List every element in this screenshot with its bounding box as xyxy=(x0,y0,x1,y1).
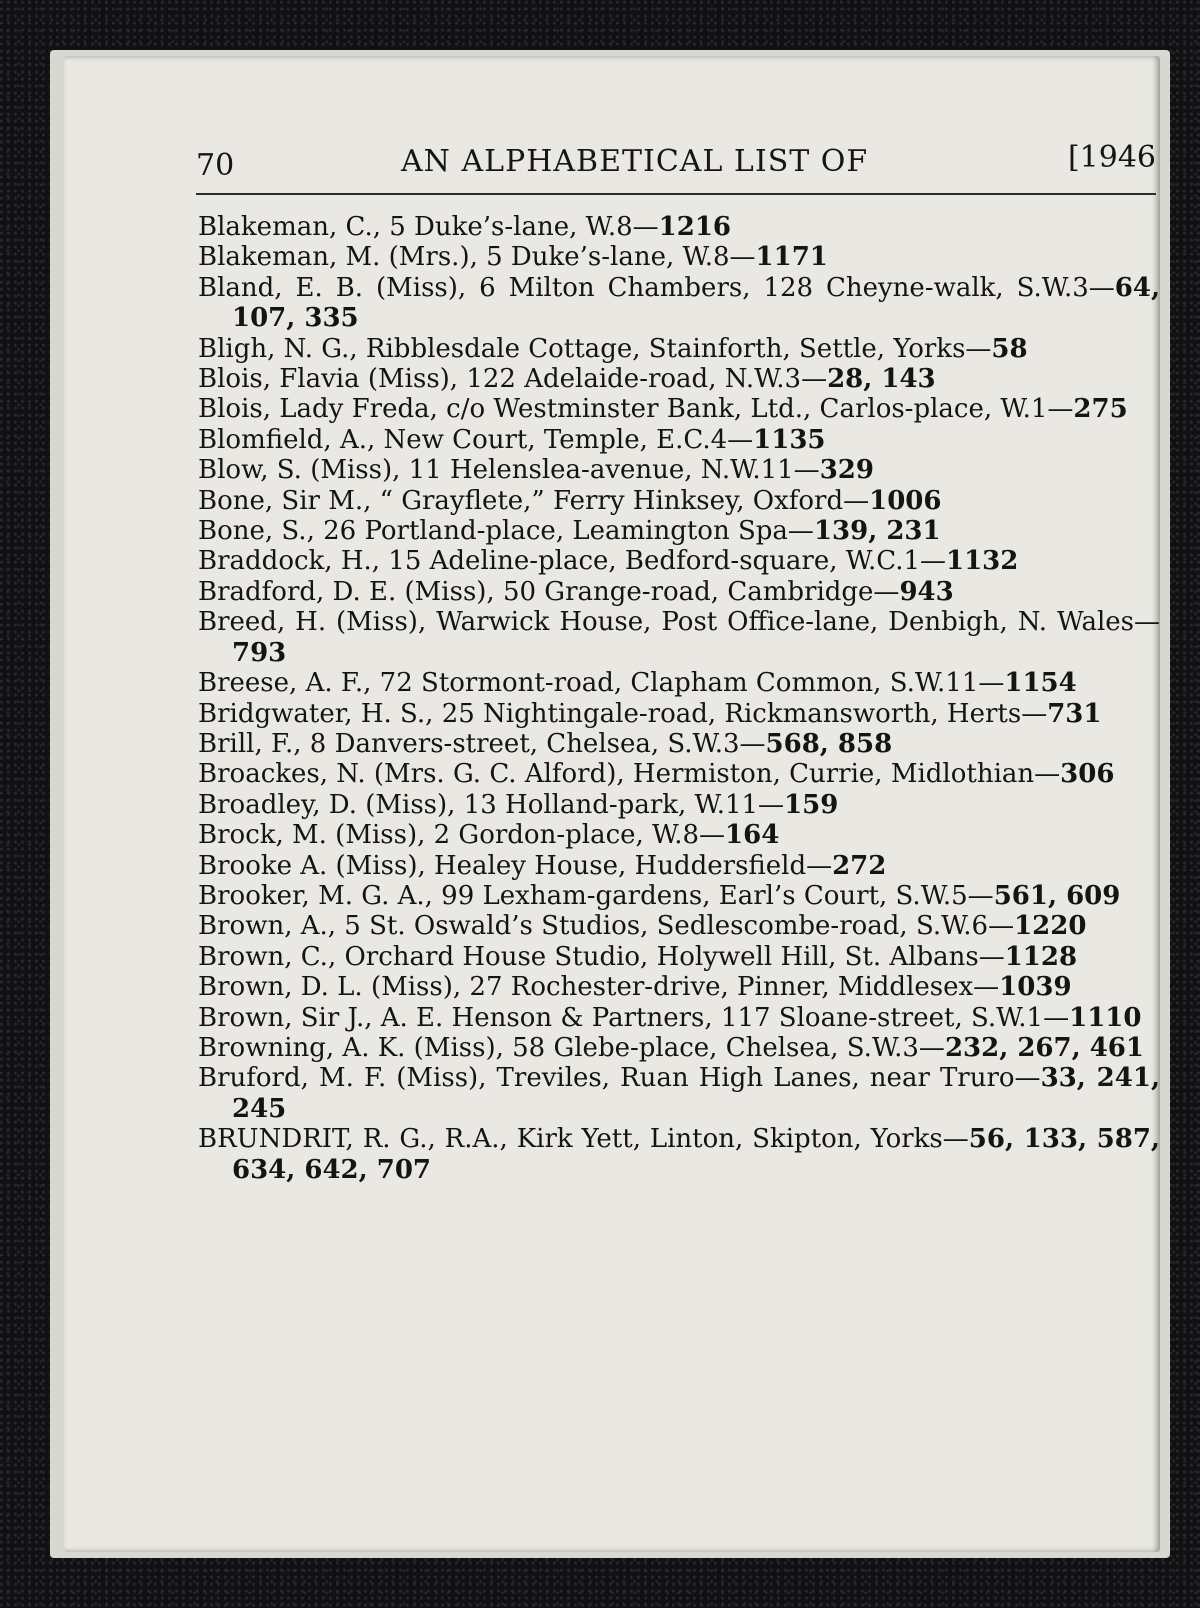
list-entry xyxy=(198,577,1160,607)
entry-refs: 793 xyxy=(232,637,287,668)
entry-text: Brown, C., Orchard House Studio, Holywell Hill, St. Albans— xyxy=(198,941,1005,972)
entry-refs: 1220 xyxy=(1014,911,1087,942)
list-entry xyxy=(198,1124,1160,1185)
entry-text: Brown, A., 5 St. Oswald’s Studios, Sedlescombe-road, S.W.6— xyxy=(198,911,1015,942)
list-entry xyxy=(198,516,1160,546)
list-entry xyxy=(198,364,1160,394)
entry-refs: 1216 xyxy=(658,212,732,242)
entry-text: Blois, Lady Freda, c/o Westminster Bank, Ltd., Carlos-place, W.1— xyxy=(198,394,1074,425)
list-entry xyxy=(198,972,1160,1002)
list-entry xyxy=(198,1003,1160,1033)
entry-text: Blakeman, C., 5 Duke’s-lane, W.8— xyxy=(198,212,659,242)
entry-text: Bradford, D. E. (Miss), 50 Grange-road, Cambridge— xyxy=(198,576,900,607)
entry-refs: 64, 107, 335 xyxy=(232,272,1160,334)
entry-refs: 1110 xyxy=(1069,1002,1142,1033)
entry-refs: 159 xyxy=(784,789,839,820)
list-entry xyxy=(198,759,1160,789)
entry-text: Brown, Sir J., A. E. Henson & Partners, 117 Sloane-street, S.W.1— xyxy=(198,1002,1070,1033)
list-entry xyxy=(198,394,1160,424)
entry-refs: 568, 858 xyxy=(765,728,893,759)
entry-text: Bone, Sir M., “ Grayflete,” Ferry Hinksey, Oxford— xyxy=(198,485,870,516)
list-entry xyxy=(198,607,1160,668)
entry-refs: 58 xyxy=(991,333,1028,364)
list-entry xyxy=(198,820,1160,850)
entry-text: Blow, S. (Miss), 11 Helenslea-avenue, N.W.11— xyxy=(198,455,820,486)
entry-refs: 731 xyxy=(1047,698,1102,729)
page-header xyxy=(196,140,1156,190)
entry-refs: 1128 xyxy=(1004,941,1078,972)
list-entry xyxy=(198,242,1160,272)
list-entry xyxy=(198,334,1160,364)
entry-refs: 139, 231 xyxy=(813,516,941,547)
list-entry xyxy=(198,455,1160,485)
entry-refs: 329 xyxy=(819,455,874,486)
entry-refs: 1132 xyxy=(946,546,1019,577)
list-entry xyxy=(198,1063,1160,1124)
entry-text: Blomfield, A., New Court, Temple, E.C.4— xyxy=(198,424,754,455)
entry-text: Bland, E. B. (Miss), 6 Milton Chambers, 128 Cheyne-walk, S.W.3— xyxy=(198,272,1115,303)
list-entry xyxy=(198,212,1160,242)
entry-text: Brock, M. (Miss), 2 Gordon-place, W.8— xyxy=(198,820,726,851)
entry-text: Brown, D. L. (Miss), 27 Rochester-drive, Pinner, Middlesex— xyxy=(198,972,1000,1003)
running-title: AN ALPHABETICAL LIST OF xyxy=(401,144,869,179)
list-entry xyxy=(198,546,1160,576)
entry-text: Breed, H. (Miss), Warwick House, Post Office-lane, Denbigh, N. Wales— xyxy=(198,607,1160,638)
entry-refs: 561, 609 xyxy=(993,880,1121,911)
entry-refs: 943 xyxy=(899,576,954,607)
year-label: [1946 xyxy=(1067,140,1156,175)
list-entry xyxy=(198,1033,1160,1063)
entry-text: Brooker, M. G. A., 99 Lexham-gardens, Earl’s Court, S.W.5— xyxy=(198,880,994,911)
entry-refs: 56, 133, 587, 634, 642, 707 xyxy=(232,1124,1160,1185)
entry-text: Bruford, M. F. (Miss), Treviles, Ruan High Lanes, near Truro— xyxy=(198,1063,1041,1094)
list-entry xyxy=(198,668,1160,698)
list-entry xyxy=(198,729,1160,759)
entry-text: Broadley, D. (Miss), 13 Holland-park, W.11— xyxy=(198,789,785,820)
entry-refs: 1006 xyxy=(869,485,942,516)
entry-text: Brill, F., 8 Danvers-street, Chelsea, S.W.3— xyxy=(198,728,766,759)
list-entry xyxy=(198,486,1160,516)
entry-text: Blakeman, M. (Mrs.), 5 Duke’s-lane, W.8— xyxy=(198,242,756,273)
entry-refs: 275 xyxy=(1073,394,1128,425)
entry-text: Braddock, H., 15 Adeline-place, Bedford-square, W.C.1— xyxy=(198,546,946,577)
list-entry xyxy=(198,273,1160,334)
entry-refs: 1171 xyxy=(755,242,828,273)
header-rule xyxy=(196,193,1156,195)
entry-refs: 1135 xyxy=(753,424,826,455)
entry-text: Blois, Flavia (Miss), 122 Adelaide-road, N.W.3— xyxy=(198,364,828,395)
entry-refs: 1039 xyxy=(999,972,1072,1003)
entry-list xyxy=(198,212,1160,1185)
entry-refs: 1154 xyxy=(1004,668,1077,699)
entry-text: BRUNDRIT, R. G., R.A., Kirk Yett, Linton, Skipton, Yorks— xyxy=(198,1124,969,1155)
entry-refs: 232, 267, 461 xyxy=(944,1032,1144,1063)
entry-refs: 272 xyxy=(832,850,887,881)
list-entry xyxy=(198,881,1160,911)
list-entry xyxy=(198,851,1160,881)
entry-text: Bligh, N. G., Ribblesdale Cottage, Stainforth, Settle, Yorks— xyxy=(198,333,992,364)
entry-text: Browning, A. K. (Miss), 58 Glebe-place, Chelsea, S.W.3— xyxy=(198,1032,945,1063)
list-entry xyxy=(198,911,1160,941)
list-entry xyxy=(198,425,1160,455)
list-entry xyxy=(198,942,1160,972)
entry-refs: 306 xyxy=(1060,759,1115,790)
entry-refs: 33, 241, 245 xyxy=(232,1063,1160,1124)
entry-text: Broackes, N. (Mrs. G. C. Alford), Hermiston, Currie, Midlothian— xyxy=(198,759,1061,790)
page-number: 70 xyxy=(196,148,235,183)
entry-text: Breese, A. F., 72 Stormont-road, Clapham Common, S.W.11— xyxy=(198,668,1005,699)
entry-refs: 28, 143 xyxy=(827,364,936,395)
entry-text: Bone, S., 26 Portland-place, Leamington Spa— xyxy=(198,516,814,547)
list-entry xyxy=(198,790,1160,820)
entry-text: Brooke A. (Miss), Healey House, Huddersfield— xyxy=(198,850,833,881)
entry-refs: 164 xyxy=(725,820,780,851)
list-entry xyxy=(198,699,1160,729)
entry-text: Bridgwater, H. S., 25 Nightingale-road, Rickmansworth, Herts— xyxy=(198,698,1048,729)
